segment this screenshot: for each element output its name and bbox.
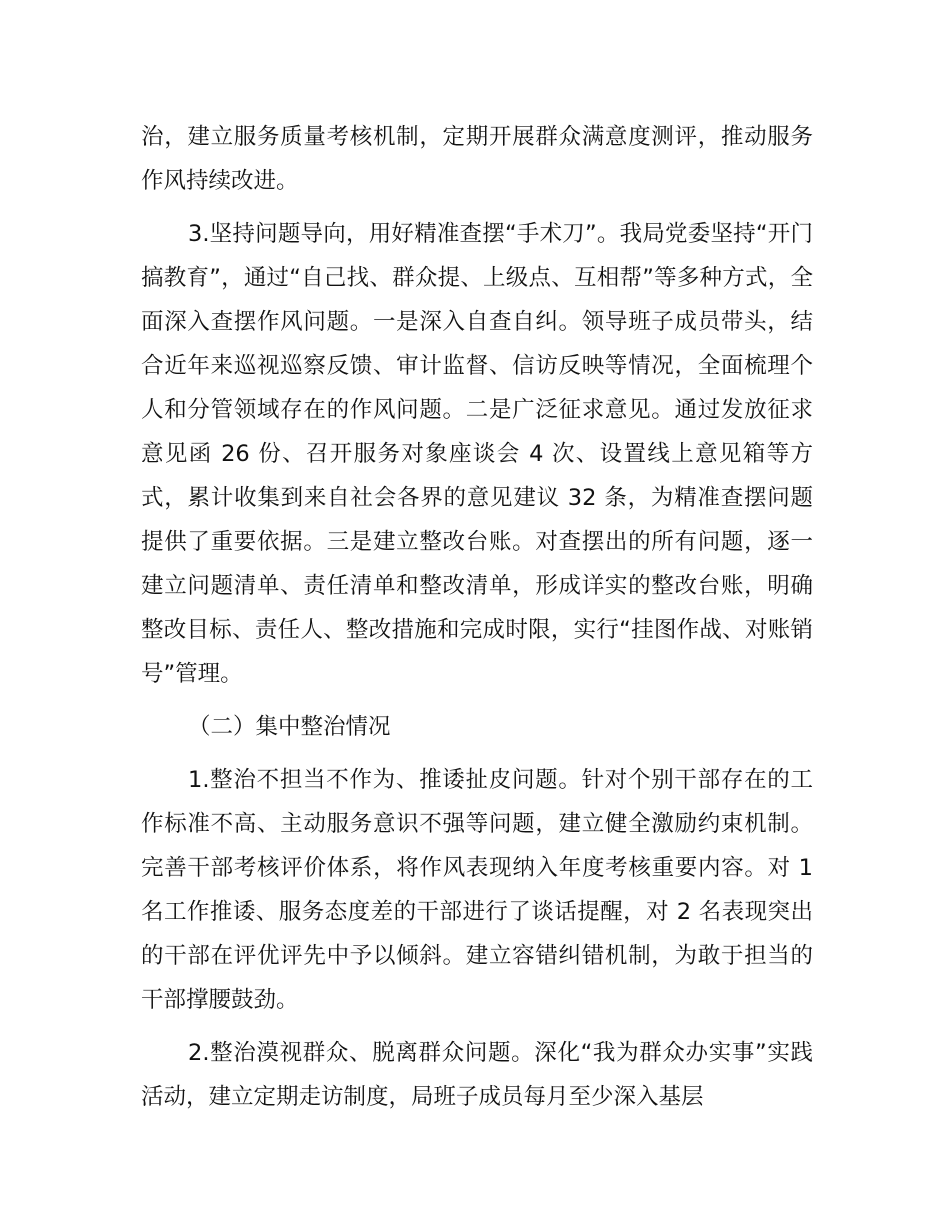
paragraph-item-1: 1.整治不担当不作为、推诿扯皮问题。针对个别干部存在的工作标准不高、主动服务意识不强等问题，建立健全激励约束机制。完善干部考核评价体系，将作风表现纳入年度考核重要内容。对 1 名工作推诿、服务态度差的干部进行了谈话提醒，对 2 名表现突出的干部在评优评先中予以倾斜。建立容错纠错机制，为敢于担当的干部撑腰鼓劲。 <box>141 767 813 1013</box>
document-body <box>141 115 813 1119</box>
section-heading: （二）集中整治情况 <box>188 714 391 740</box>
paragraph-continuation: 治，建立服务质量考核机制，定期开展群众满意度测评，推动服务作风持续改进。 <box>141 124 813 194</box>
paragraph-item-2: 2.整治漠视群众、脱离群众问题。深化“我为群众办实事”实践活动，建立定期走访制度，局班子成员每月至少深入基层 <box>141 1040 813 1110</box>
paragraph-item-3: 3.坚持问题导向，用好精准查摆“手术刀”。我局党委坚持“开门搞教育”，通过“自己找、群众提、上级点、互相帮”等多种方式，全面深入查摆作风问题。一是深入自查自纠。领导班子成员带头，结合近年来巡视巡察反馈、审计监督、信访反映等情况，全面梳理个人和分管领域存在的作风问题。二是广泛征求意见。通过发放征求意见函 26 份、召开服务对象座谈会 4 次、设置线上意见箱等方式，累计收集到来自社会各界的意见建议 32 条，为精准查摆问题提供了重要依据。三是建立整改台账。对查摆出的所有问题，逐一建立问题清单、责任清单和整改清单，形成详实的整改台账，明确整改目标、责任人、整改措施和完成时限，实行“挂图作战、对账销号”管理。 <box>141 221 813 687</box>
